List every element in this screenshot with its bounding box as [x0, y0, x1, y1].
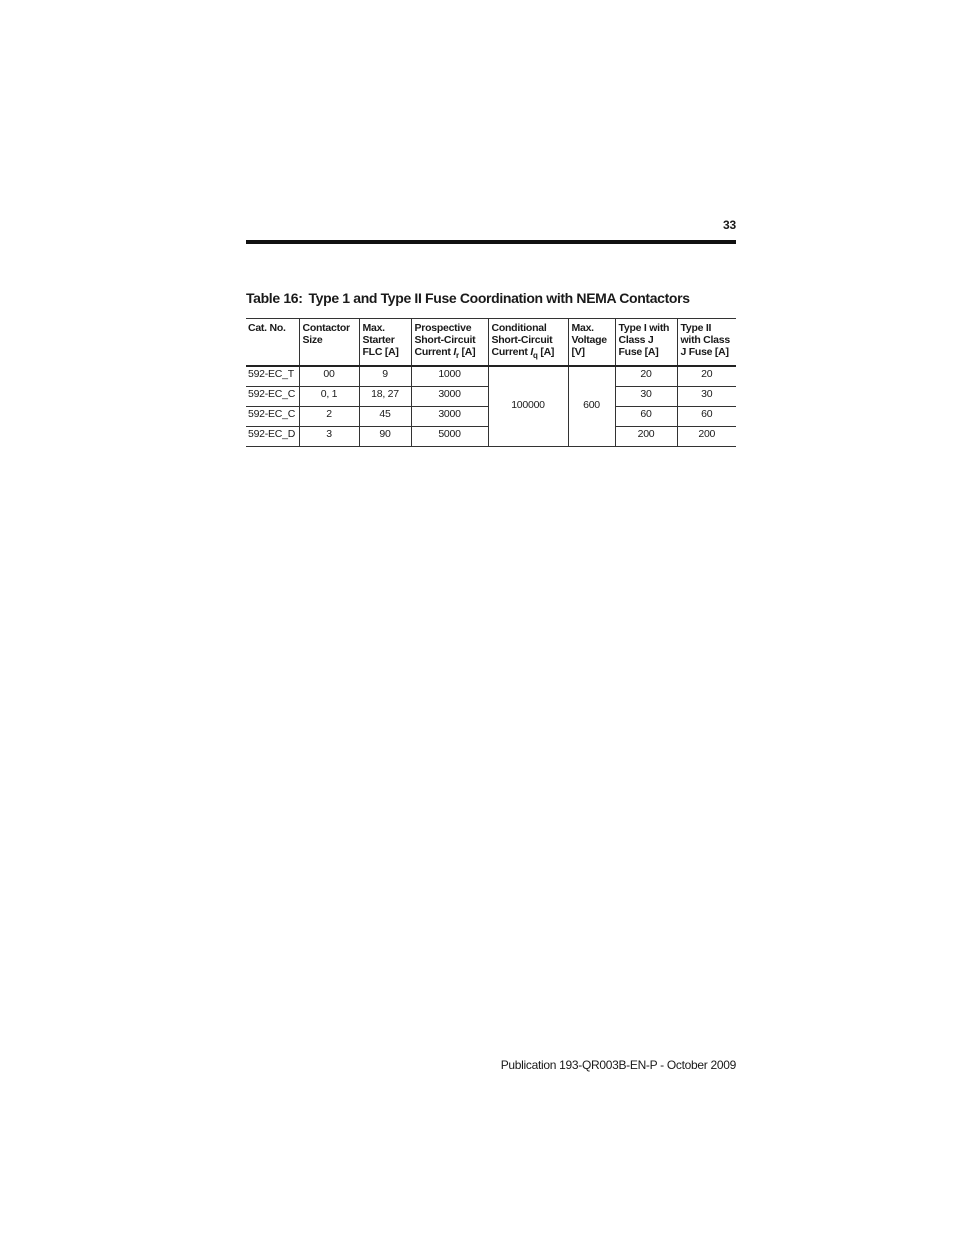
- cell-type2-fuse: 30: [677, 387, 736, 407]
- cell-cat-no: 592-EC_C: [246, 387, 299, 407]
- cell-prospective-current: 1000: [411, 366, 488, 387]
- cell-type1-fuse: 200: [615, 427, 677, 447]
- header-type2-fuse: Type II with Class J Fuse [A]: [677, 319, 736, 367]
- header-prospective-current: Prospective Short-Circuit Current $I_r$ [A]: [411, 319, 488, 367]
- header-contactor-size: Contactor Size: [299, 319, 359, 367]
- header-max-voltage: Max. Voltage [V]: [568, 319, 615, 367]
- cell-contactor-size: 2: [299, 407, 359, 427]
- cell-prospective-current: 3000: [411, 407, 488, 427]
- header-max-starter-flc: Max. Starter FLC [A]: [359, 319, 411, 367]
- cell-cat-no: 592-EC_D: [246, 427, 299, 447]
- cell-type2-fuse: 60: [677, 407, 736, 427]
- header-cat-no: Cat. No.: [246, 319, 299, 367]
- fuse-coordination-table: [246, 318, 736, 447]
- cell-max-starter-flc: 45: [359, 407, 411, 427]
- cell-max-voltage: 600: [568, 366, 615, 447]
- cell-type1-fuse: 30: [615, 387, 677, 407]
- cell-contactor-size: 00: [299, 366, 359, 387]
- cell-cat-no: 592-EC_T: [246, 366, 299, 387]
- cell-contactor-size: 3: [299, 427, 359, 447]
- publication-footer: Publication 193-QR003B-EN-P - October 2009: [500, 1058, 736, 1072]
- table-title-label: Table 16:: [246, 290, 303, 306]
- header-conditional-current: Conditional Short-Circuit Current $I_q$ [A]: [488, 319, 568, 367]
- cell-cat-no: 592-EC_C: [246, 407, 299, 427]
- cell-type1-fuse: 20: [615, 366, 677, 387]
- cell-prospective-current: 3000: [411, 387, 488, 407]
- cell-type2-fuse: 20: [677, 366, 736, 387]
- header-rule: [246, 240, 736, 244]
- cell-contactor-size: 0, 1: [299, 387, 359, 407]
- table-title: [246, 290, 736, 306]
- table-title-text: Type 1 and Type II Fuse Coordination with NEMA Contactors: [308, 290, 690, 306]
- cell-prospective-current: 5000: [411, 427, 488, 447]
- table-header-row: [246, 319, 736, 367]
- cell-max-starter-flc: 18, 27: [359, 387, 411, 407]
- cell-type1-fuse: 60: [615, 407, 677, 427]
- header-type1-fuse: Type I with Class J Fuse [A]: [615, 319, 677, 367]
- cell-max-starter-flc: 90: [359, 427, 411, 447]
- cell-max-starter-flc: 9: [359, 366, 411, 387]
- cell-type2-fuse: 200: [677, 427, 736, 447]
- cell-conditional-current: 100000: [488, 366, 568, 447]
- table-row: [246, 366, 736, 387]
- page-number: 33: [723, 218, 736, 232]
